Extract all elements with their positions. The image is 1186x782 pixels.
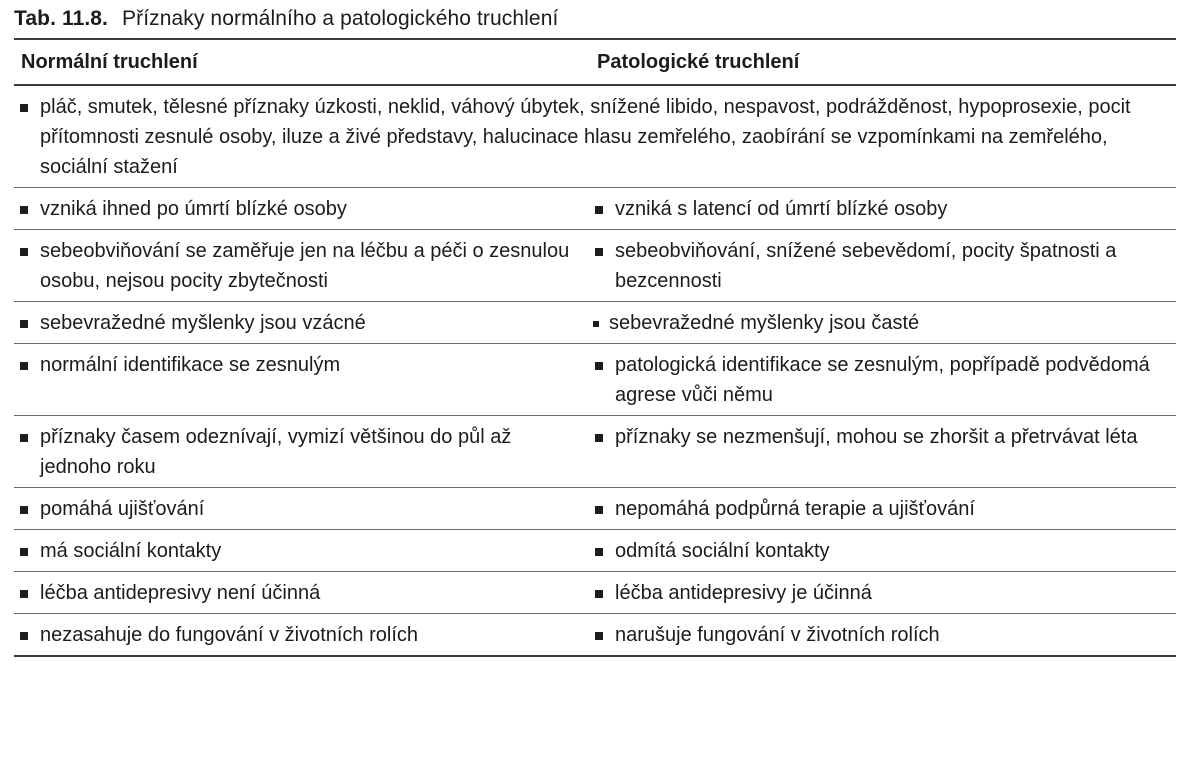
cell-normal [14, 302, 587, 344]
bullet-icon [20, 320, 28, 328]
bullet-icon [20, 434, 28, 442]
cell-text: pomáhá ujišťování [40, 498, 205, 520]
cell-normal [14, 188, 587, 230]
bullet-icon [20, 206, 28, 214]
cell-text: léčba antidepresivy je účinná [615, 582, 872, 604]
cell-pathological [587, 530, 1176, 572]
cell-pathological [587, 572, 1176, 614]
table-row [14, 572, 1176, 614]
table-header-row [14, 39, 1176, 85]
list-item [595, 620, 1170, 650]
cell-normal [14, 488, 587, 530]
bullet-icon [595, 632, 603, 640]
list-item [20, 536, 581, 566]
list-item [20, 236, 581, 296]
list-item [595, 194, 1170, 224]
table-row [14, 614, 1176, 657]
cell-text: sebeobviňování, snížené sebevědomí, pocity špatnosti a bezcennosti [615, 240, 1117, 292]
table-row [14, 344, 1176, 416]
bullet-icon [595, 206, 603, 214]
cell-text: narušuje fungování v životních rolích [615, 624, 940, 646]
bullet-icon [20, 506, 28, 514]
table-title: Příznaky normálního a patologického truchlení [122, 7, 559, 30]
cell-text: nepomáhá podpůrná terapie a ujišťování [615, 498, 975, 520]
cell-text: sebevražedné myšlenky jsou vzácné [40, 312, 366, 334]
cell-text: sebeobviňování se zaměřuje jen na léčbu a péči o zesnulou osobu, nejsou pocity zbytečnosti [40, 240, 570, 292]
cell-text: odmítá sociální kontakty [615, 540, 830, 562]
table-row [14, 230, 1176, 302]
bullet-icon [20, 590, 28, 598]
cell-pathological [587, 230, 1176, 302]
table-number: Tab. 11.8. [14, 7, 108, 30]
cell-text: sebevražedné myšlenky jsou časté [609, 312, 920, 334]
cell-normal [14, 614, 587, 657]
cell-pathological [587, 344, 1176, 416]
cell-pathological [587, 416, 1176, 488]
cell-text: vzniká ihned po úmrtí blízké osoby [40, 198, 347, 220]
bullet-icon [20, 632, 28, 640]
cell-normal [14, 530, 587, 572]
header-normal: Normální truchlení [21, 50, 198, 73]
header-pathological: Patologické truchlení [597, 50, 800, 73]
cell-pathological [587, 488, 1176, 530]
bullet-icon [20, 548, 28, 556]
list-item [595, 236, 1170, 296]
cell-text: nezasahuje do fungování v životních rolích [40, 624, 419, 646]
list-item [20, 194, 581, 224]
cell-text: příznaky se nezmenšují, mohou se zhoršit a přetrvávat léta [615, 426, 1138, 448]
list-item [595, 422, 1170, 452]
list-item [20, 422, 581, 482]
bullet-icon [595, 548, 603, 556]
bullet-icon [595, 506, 603, 514]
cell-text: vzniká s latencí od úmrtí blízké osoby [615, 198, 948, 220]
list-item [20, 620, 581, 650]
table-row [14, 530, 1176, 572]
list-item [20, 578, 581, 608]
cell-text: patologická identifikace se zesnulým, popřípadě podvědomá agrese vůči němu [615, 354, 1150, 406]
bullet-icon [20, 248, 28, 256]
table-row [14, 188, 1176, 230]
shared-text: pláč, smutek, tělesné příznaky úzkosti, neklid, váhový úbytek, snížené libido, nespavost, podrážděnost, hypoprosexie, pocit přítomnosti zesnulé osoby, iluze a živé představy, halucinace hlasu zemřelého, zaobírání se vzpomínkami na zemřelého, sociální stažení [40, 96, 1131, 178]
cell-normal [14, 230, 587, 302]
list-item [20, 350, 581, 380]
bullet-icon [20, 362, 28, 370]
list-item [20, 308, 581, 338]
table-row [14, 488, 1176, 530]
bullet-icon [595, 362, 603, 370]
table-row [14, 302, 1176, 344]
bullet-icon [595, 434, 603, 442]
list-item [595, 578, 1170, 608]
bullet-icon [20, 104, 28, 112]
shared-cell [14, 85, 1176, 188]
table-container [14, 0, 1176, 657]
cell-normal [14, 344, 587, 416]
list-item [20, 92, 1170, 182]
cell-text: příznaky časem odeznívají, vymizí většinou do půl až jednoho roku [40, 426, 512, 478]
cell-normal [14, 416, 587, 488]
bullet-icon [595, 248, 603, 256]
list-item [595, 308, 1170, 338]
table-row [14, 416, 1176, 488]
list-item [595, 350, 1170, 410]
cell-text: léčba antidepresivy není účinná [40, 582, 321, 604]
bullet-icon [593, 321, 599, 327]
bullet-icon [595, 590, 603, 598]
cell-pathological [587, 302, 1176, 344]
table-row-shared [14, 85, 1176, 188]
cell-pathological [587, 614, 1176, 657]
cell-pathological [587, 188, 1176, 230]
table-caption [14, 0, 1176, 38]
list-item [595, 536, 1170, 566]
cell-normal [14, 572, 587, 614]
list-item [595, 494, 1170, 524]
grief-comparison-table [14, 38, 1176, 657]
list-item [20, 494, 581, 524]
cell-text: má sociální kontakty [40, 540, 222, 562]
cell-text: normální identifikace se zesnulým [40, 354, 341, 376]
